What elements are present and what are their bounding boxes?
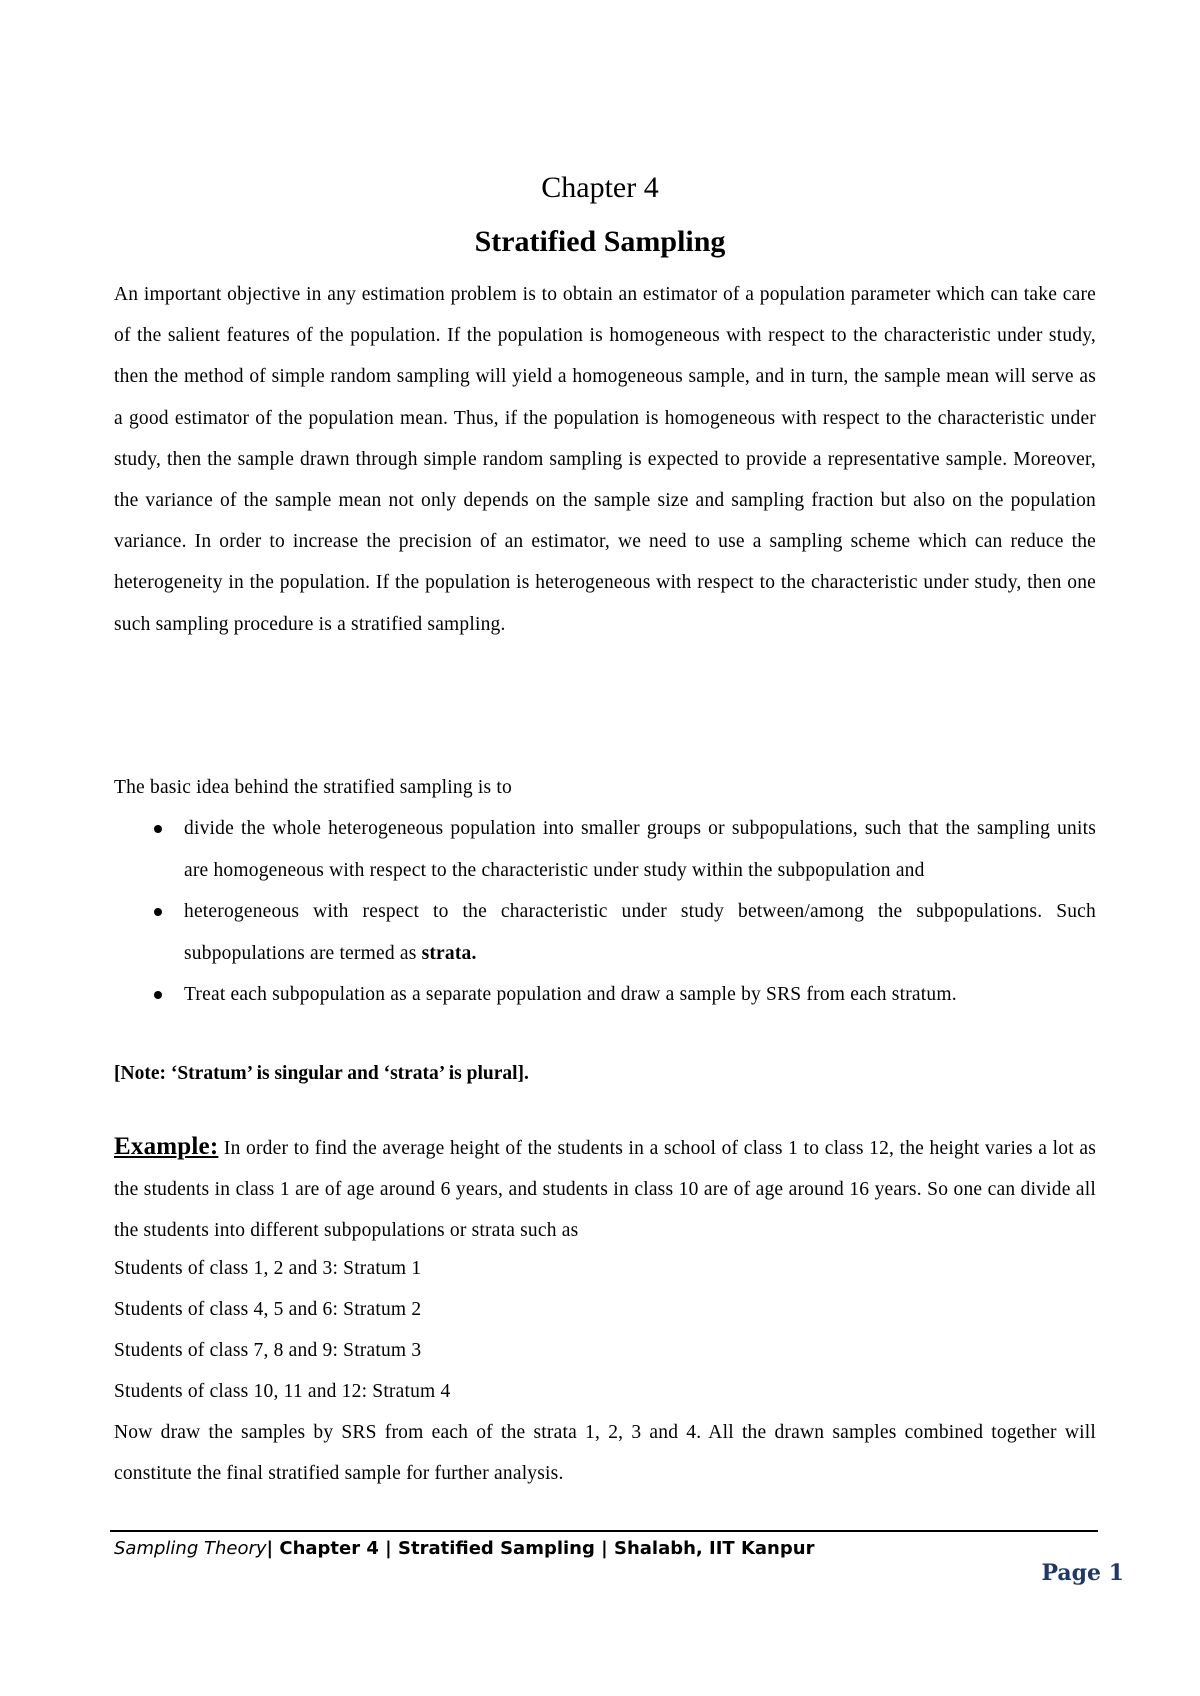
strata-item: Students of class 7, 8 and 9: Stratum 3: [114, 1340, 422, 1361]
bullet-item: [114, 808, 1096, 891]
strata-item: Students of class 1, 2 and 3: Stratum 1: [114, 1258, 422, 1279]
strata-term: strata.: [421, 942, 477, 964]
example-text: In order to find the average height of the students in a school of class 1 to class 12, the height varies a lot as the students in class 1 are of age around 6 years, and students in class 10 are of age around 16 years. So one can divide all the students into different subpopulations or strata such as: [114, 1138, 1096, 1241]
footer-details: | Chapter 4 | Stratified Sampling | Shalabh, IIT Kanpur: [266, 1538, 815, 1559]
example-label: Example:: [114, 1133, 219, 1160]
strata-list: [114, 1248, 1096, 1412]
bullet-icon: [154, 908, 162, 916]
chapter-heading: Chapter 4: [541, 171, 659, 204]
bullet-icon: [154, 991, 162, 999]
idea-bullet-list: [114, 808, 1096, 1016]
note-line: [Note: ‘Stratum’ is singular and ‘strata’ is plural].: [114, 1063, 529, 1084]
strata-item: Students of class 4, 5 and 6: Stratum 2: [114, 1299, 422, 1320]
basic-idea-line: The basic idea behind the stratified sampling is to: [114, 777, 512, 798]
strata-item: Students of class 10, 11 and 12: Stratum 4: [114, 1381, 451, 1402]
bullet-icon: [154, 825, 162, 833]
footer-course: Sampling Theory: [114, 1538, 267, 1559]
page-number: Page 1: [1041, 1560, 1124, 1586]
bullet-text: Treat each subpopulation as a separate population and draw a sample by SRS from each stratum.: [184, 984, 957, 1005]
bullet-item: [114, 891, 1096, 974]
bullet-text: heterogeneous with respect to the characteristic under study between/among the subpopulations. Such subpopulations are termed as: [184, 901, 1096, 964]
bullet-text: divide the whole heterogeneous population into smaller groups or subpopulations, such that the sampling units are homogeneous with respect to the characteristic under study within the subpopulation and: [184, 818, 1096, 881]
page-footer: [114, 1536, 814, 1562]
section-title: Stratified Sampling: [474, 225, 726, 258]
bullet-item: [114, 974, 1096, 1016]
footer-divider: [110, 1530, 1098, 1532]
conclusion-paragraph: Now draw the samples by SRS from each of the strata 1, 2, 3 and 4. All the drawn samples combined together will constitute the final stratified sample for further analysis.: [114, 1422, 1096, 1484]
intro-paragraph: An important objective in any estimation problem is to obtain an estimator of a population parameter which can take care of the salient features of the population. If the population is homogeneous with respect to the characteristic under study, then the method of simple random sampling will yield a homogeneous sample, and in turn, the sample mean will serve as a good estimator of the population mean. Thus, if the population is homogeneous with respect to the characteristic under study, then the sample drawn through simple random sampling is expected to provide a representative sample. Moreover, the variance of the sample mean not only depends on the sample size and sampling fraction but also on the population variance. In order to increase the precision of an estimator, we need to use a sampling scheme which can reduce the heterogeneity in the population. If the population is heterogeneous with respect to the characteristic under study, then one such sampling procedure is a stratified sampling.: [114, 284, 1096, 635]
example-paragraph: [114, 1126, 1096, 1251]
